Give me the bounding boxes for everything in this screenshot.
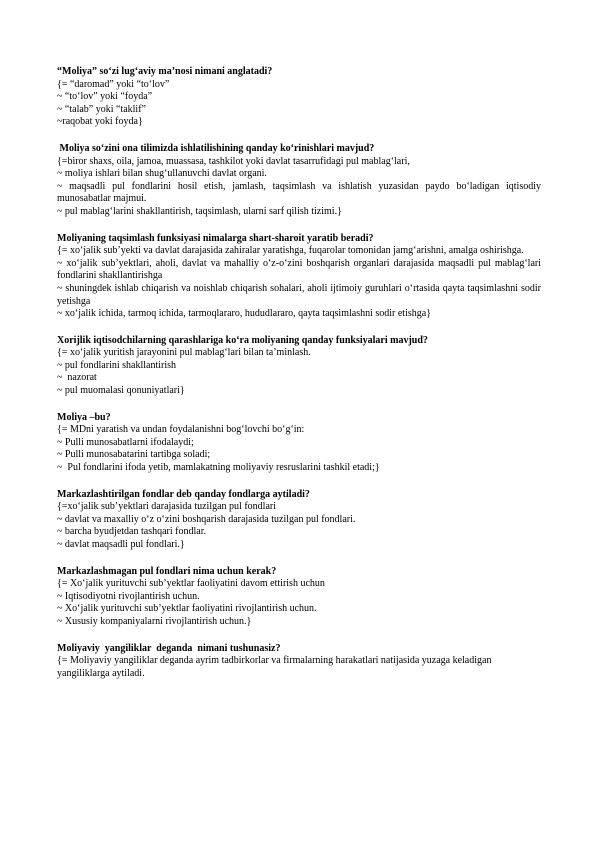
answer-option: ~ barcha byudjetdan tashqari fondlar. [57,526,206,538]
question-title: “Moliya” so‘zi lug‘aviy ma’nosi nimani anglatadi? [57,66,273,77]
answer-option: ~ Pulli munosabatlarni ifodalaydi; [57,436,194,448]
question-block [57,489,541,552]
answer-option: {= Xo‘jalik yurituvchi sub’yektlar faoliyatini davom ettirish uchun [57,578,325,590]
answer-option: {=xo‘jalik sub’yektlari darajasida tuzilgan pul fondlari [57,501,276,513]
question-title: Xorijlik iqtisodchilarning qarashlariga ko‘ra moliyaning qanday funksiyalari mavjud? [57,334,428,346]
answer-option: {= “daromad” yoki “to‘lov” [57,78,170,90]
answer-option: ~ moliya ishlari bilan shug‘ullanuvchi davlat organi. [57,168,267,180]
question-title: Moliya –bu? [57,411,111,423]
answer-option: ~ Xususiy kompaniyalarni rivojlantirish uchun.} [57,615,252,627]
question-block [57,233,541,321]
answer-option: ~ pul mablag‘larini shakllantirish, taqsimlash, ularni sarf qilish tizimi.} [57,205,342,217]
answer-option: {= MDni yaratish va undan foydalanishni bog‘lovchi bo‘g‘in: [57,424,305,436]
answer-option: ~ xo‘jalik sub’yektlari, aholi, davlat va mahalliy o‘z-o‘zini boshqarish organlari darajasida maqsadli pul mablag‘lari fondlarini shakllantirishga [57,257,541,282]
question-block [57,143,541,219]
answer-option: ~raqobat yoki foyda} [57,116,143,128]
question-title: Markazlashmagan pul fondlari nima uchun kerak? [57,565,277,577]
answer-option: {= xo‘jalik sub’yekti va davlat darajasida zahiralar yaratishga, fuqarolar tomonidan jamg‘arishni, amalga oshirishga. [57,245,524,257]
answer-option: {= Moliyaviy yangiliklar deganda ayrim tadbirkorlar va firmalarning harakatlari natijasida yuzaga keladigan yangiliklarga aytiladi. [57,655,492,679]
answer-option: {=biror shaxs, oila, jamoa, muassasa, tashkilot yoki davlat tasarrufidagi pul mablag‘lari, [57,155,410,167]
answer-option: ~ pul fondlarini shakllantirish [57,359,177,371]
answer-option: ~ nazorat [57,372,97,384]
question-block [57,412,541,475]
question-block [57,66,541,129]
answer-option: ~ Pul fondlarini ifoda yetib, mamlakatning moliyaviy resruslarini tashkil etadi;} [57,462,380,474]
answer-option: ~ davlat va maxalliy o‘z o‘zini boshqarish darajasida tuzilgan pul fondlari. [57,513,356,525]
answer-option: ~ “talab” yoki “taklif” [57,103,146,115]
answer-option: ~ Xo‘jalik yurituvchi sub’yektlar faoliyatini rivojlantirish uchun. [57,603,317,615]
question-title: Moliyaviy yangiliklar deganda nimani tushunasiz? [57,642,281,654]
answer-option: ~ Iqtisodiyotni rivojlantirish uchun. [57,590,200,602]
answer-option: {= xo‘jalik yuritish jarayonini pul mablag‘lari bilan ta’minlash. [57,347,311,359]
question-title: Moliya so‘zini ona tilimizda ishlatilishining qanday ko‘rinishlari mavjud? [57,142,375,154]
answer-option: ~ pul muomalasi qonuniyatlari} [57,385,185,397]
question-block [57,643,541,681]
answer-option: ~ davlat maqsadli pul fondlari.} [57,539,185,550]
question-block [57,566,541,629]
question-title: Moliyaning taqsimlash funksiyasi nimalarga shart-sharoit yaratib beradi? [57,232,374,244]
answer-option: ~ shuningdek ishlab chiqarish va noishlab chiqarish sohalari, aholi ijtimoiy guruhlari o‘rtasida qayta taqsimlashni sodir yetishga [57,282,541,307]
answer-option: ~ maqsadli pul fondlarini hosil etish, jamlash, taqsimlash va ishlatish yuzasidan paydo bo‘ladigan iqtisodiy munosabatlar majmui. [57,180,541,205]
question-block [57,335,541,398]
answer-option: ~ “to‘lov” yoki “foyda” [57,91,153,103]
answer-option: ~ Pulli munosabatarini tartibga soladi; [57,449,211,461]
document-page [57,66,541,694]
answer-option: ~ xo‘jalik ichida, tarmoq ichida, tarmoqlararo, hududlararo, qayta taqsimlashni sodir etishga} [57,308,431,320]
question-title: Markazlashtirilgan fondlar deb qanday fondlarga aytiladi? [57,488,310,500]
